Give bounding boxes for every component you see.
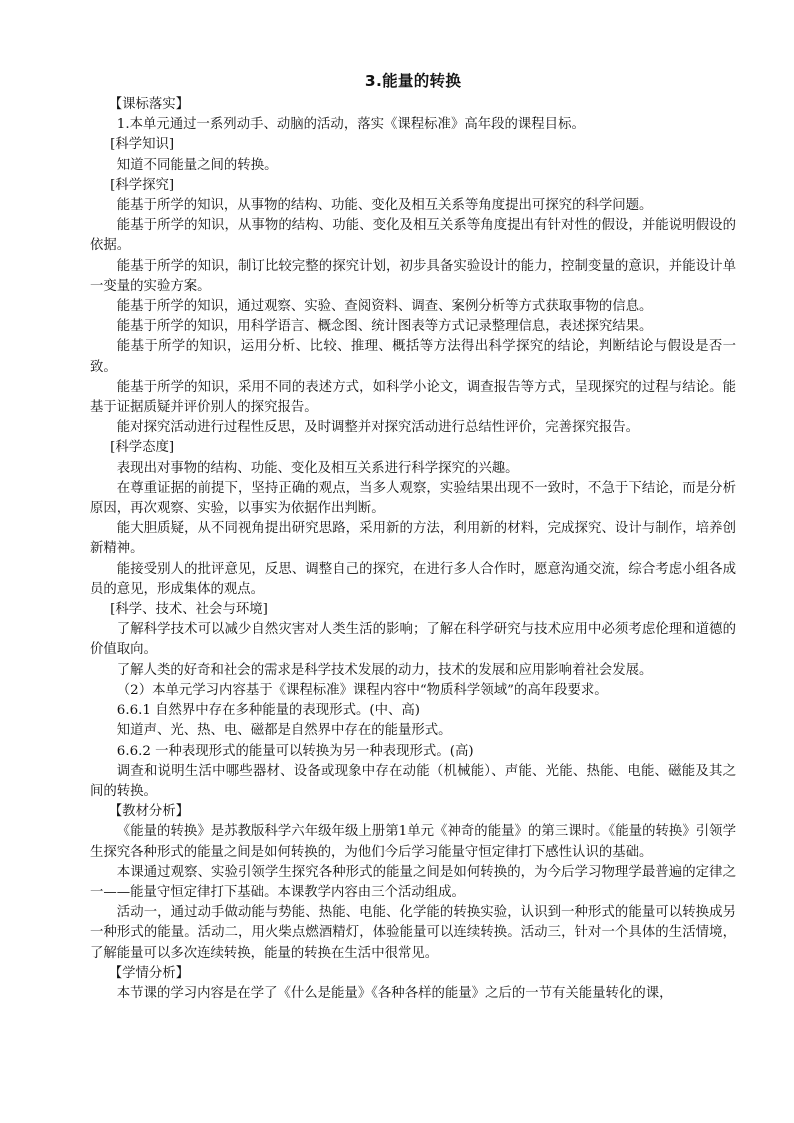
- paragraph: 能基于所学的知识，制订比较完整的探究计划，初步具备实验设计的能力，控制变量的意识，并能设计单一变量的实验方案。: [90, 258, 736, 294]
- paragraph: 能基于所学的知识，从事物的结构、功能、变化及相互关系等角度提出有针对性的假设，并能说明假设的依据。: [90, 218, 736, 254]
- paragraph: 1.本单元通过一系列动手、动脑的活动，落实《课程标准》高年段的课程目标。: [116, 117, 585, 133]
- paragraph: 本节课的学习内容是在学了《什么是能量》《各种各样的能量》之后的一节有关能量转化的课，: [116, 985, 673, 1001]
- paragraph: 能接受别人的批评意见，反思、调整自己的探究，在进行多人合作时，愿意沟通交流，综合考虑小组各成员的意见，形成集体的观点。: [90, 561, 736, 597]
- paragraph: 《能量的转换》是苏教版科学六年级年级上册第1单元《神奇的能量》的第三课时。《能量的转换》引领学生探究各种形式的能量之间是如何转换的，为他们今后学习能量守恒定律打下感性认识的基础。: [90, 824, 736, 860]
- document-title: 3.能量的转换: [364, 72, 462, 90]
- section-heading-student-analysis: 【学情分析】: [108, 965, 190, 981]
- section-heading-textbook-analysis: 【教材分析】: [108, 804, 190, 820]
- paragraph: 了解科学技术可以减少自然灾害对人类生活的影响；了解在科学研究与技术应用中必须考虑伦理和道德的价值取向。: [90, 622, 736, 658]
- paragraph: 能基于所学的知识，用科学语言、概念图、统计图表等方式记录整理信息，表述探究结果。: [116, 319, 653, 335]
- paragraph: 6.6.1 自然界中存在多种能量的表现形式。(中、高): [116, 703, 420, 719]
- paragraph: 能大胆质疑，从不同视角提出研究思路，采用新的方法，利用新的材料，完成探究、设计与制作，培养创新精神。: [90, 521, 736, 557]
- paragraph: 能基于所学的知识，从事物的结构、功能、变化及相互关系等角度提出可探究的科学问题。: [116, 198, 653, 214]
- paragraph: 表现出对事物的结构、功能、变化及相互关系进行科学探究的兴趣。: [116, 460, 519, 476]
- paragraph: （2）本单元学习内容基于《课程标准》课程内容中“物质科学领域”的高年段要求。: [116, 682, 608, 698]
- subheading-science-inquiry: [科学探究]: [110, 177, 175, 193]
- paragraph: 调查和说明生活中哪些器材、设备或现象中存在动能（机械能）、声能、光能、热能、电能、磁能及其之间的转换。: [90, 763, 736, 799]
- document-body: [90, 70, 736, 1004]
- paragraph: 能基于所学的知识，运用分析、比较、推理、概括等方法得出科学探究的结论，判断结论与假设是否一致。: [90, 339, 736, 375]
- subheading-science-knowledge: [科学知识]: [110, 137, 175, 153]
- paragraph: 能对探究活动进行过程性反思，及时调整并对探究活动进行总结性评价，完善探究报告。: [116, 420, 640, 436]
- paragraph: 能基于所学的知识，通过观察、实验、查阅资料、调查、案例分析等方式获取事物的信息。: [116, 299, 653, 315]
- subheading-science-technology-society: [科学、技术、社会与环境]: [110, 602, 268, 618]
- paragraph: 在尊重证据的前提下，坚持正确的观点，当多人观察，实验结果出现不一致时，不急于下结论，而是分析原因，再次观察、实验，以事实为依据作出判断。: [90, 480, 736, 517]
- paragraph: 了解人类的好奇和社会的需求是科学技术发展的动力，技术的发展和应用影响着社会发展。: [116, 662, 653, 678]
- paragraph: 能基于所学的知识，采用不同的表述方式，如科学小论文，调查报告等方式，呈现探究的过程与结论。能基于证据质疑并评价别人的探究报告。: [90, 379, 736, 416]
- paragraph: 知道不同能量之间的转换。: [116, 157, 278, 173]
- section-heading-curriculum: 【课标落实】: [108, 97, 190, 112]
- paragraph: 知道声、光、热、电、磁都是自然界中存在的能量形式。: [116, 723, 452, 739]
- paragraph: 本课通过观察、实验引领学生探究各种形式的能量之间是如何转换的，为今后学习物理学最普遍的定律之一——能量守恒定律打下基础。本课教学内容由三个活动组成。: [90, 864, 736, 900]
- paragraph: 6.6.2 一种表现形式的能量可以转换为另一种表现形式。(高): [116, 743, 474, 759]
- paragraph: 活动一，通过动手做动能与势能、热能、电能、化学能的转换实验，认识到一种形式的能量可以转换成另一种形式的能量。活动二，用火柴点燃酒精灯，体验能量可以连续转换。活动三，针对一个具体的生活情境，了解能量可以多次连续转换，能量的转换在生活中很常见。: [90, 905, 736, 961]
- subheading-science-attitude: [科学态度]: [110, 440, 175, 456]
